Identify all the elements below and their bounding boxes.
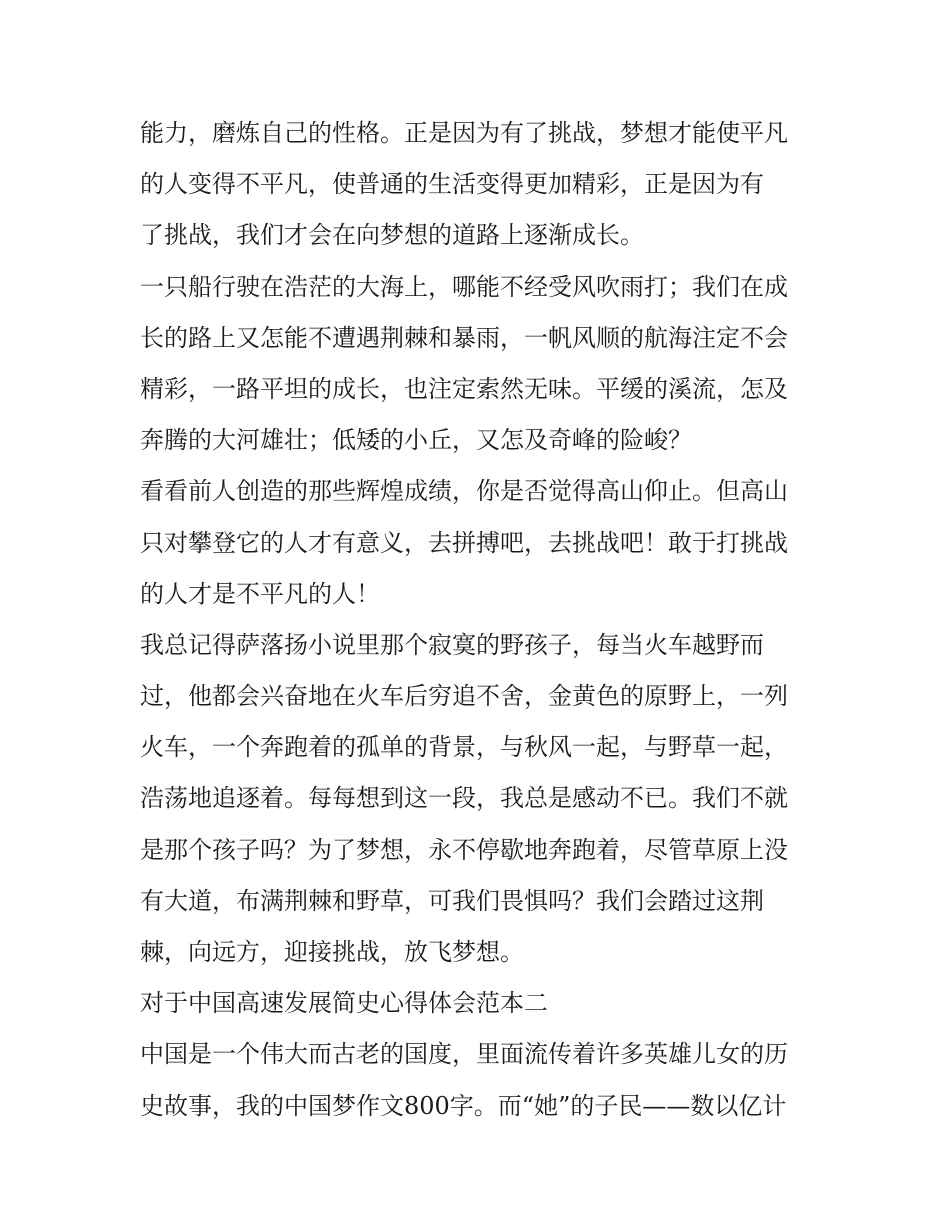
text-line: 棘，向远方，迎接挑战，放飞梦想。 <box>140 938 524 966</box>
text-line: 对于中国高速发展简史心得体会范本二 <box>140 989 548 1018</box>
text-line: 史故事，我的中国梦作文800字。而“她”的子民——数以亿计 <box>140 1091 787 1120</box>
text-line: 一只船行驶在浩茫的大海上，哪能不经受风吹雨打；我们在成 <box>140 272 788 301</box>
paragraph <box>140 466 820 620</box>
text-line: 能力，磨炼自己的性格。正是因为有了挑战，梦想才能使平凡 <box>140 119 788 147</box>
text-line: 的人才是不平凡的人！ <box>140 579 380 608</box>
paragraph <box>140 1029 820 1131</box>
document-body <box>140 108 820 1132</box>
text-line: 火车，一个奔跑着的孤单的背景，与秋风一起，与野草一起， <box>140 733 788 762</box>
text-line: 浩荡地追逐着。每每想到这一段，我总是感动不已。我们不就 <box>140 784 788 813</box>
text-line: 中国是一个伟大而古老的国度，里面流传着许多英雄儿女的历 <box>140 1040 788 1069</box>
text-line: 奔腾的大河雄壮；低矮的小丘，又怎及奇峰的险峻？ <box>140 426 692 455</box>
text-line: 有大道，布满荆棘和野草，可我们畏惧吗？我们会踏过这荆 <box>140 886 764 915</box>
section-heading <box>140 978 820 1029</box>
paragraph <box>140 108 820 262</box>
paragraph <box>140 620 820 978</box>
paragraph <box>140 262 820 467</box>
text-line: 只对攀登它的人才有意义，去拼搏吧，去挑战吧！敢于打挑战 <box>140 528 788 557</box>
text-line: 了挑战，我们才会在向梦想的道路上逐渐成长。 <box>140 221 644 250</box>
text-line: 看看前人创造的那些辉煌成绩，你是否觉得高山仰止。但高山 <box>140 477 788 506</box>
text-line: 精彩，一路平坦的成长，也注定索然无味。平缓的溪流，怎及 <box>140 374 788 403</box>
text-line: 是那个孩子吗？为了梦想，永不停歇地奔跑着，尽管草原上没 <box>140 835 788 864</box>
text-line: 长的路上又怎能不遭遇荆棘和暴雨，一帆风顺的航海注定不会 <box>140 323 788 352</box>
text-line: 的人变得不平凡，使普通的生活变得更加精彩，正是因为有 <box>140 170 764 199</box>
text-line: 过，他都会兴奋地在火车后穷追不舍，金黄色的原野上，一列 <box>140 682 788 711</box>
text-line: 我总记得萨落扬小说里那个寂寞的野孩子，每当火车越野而 <box>140 630 764 659</box>
